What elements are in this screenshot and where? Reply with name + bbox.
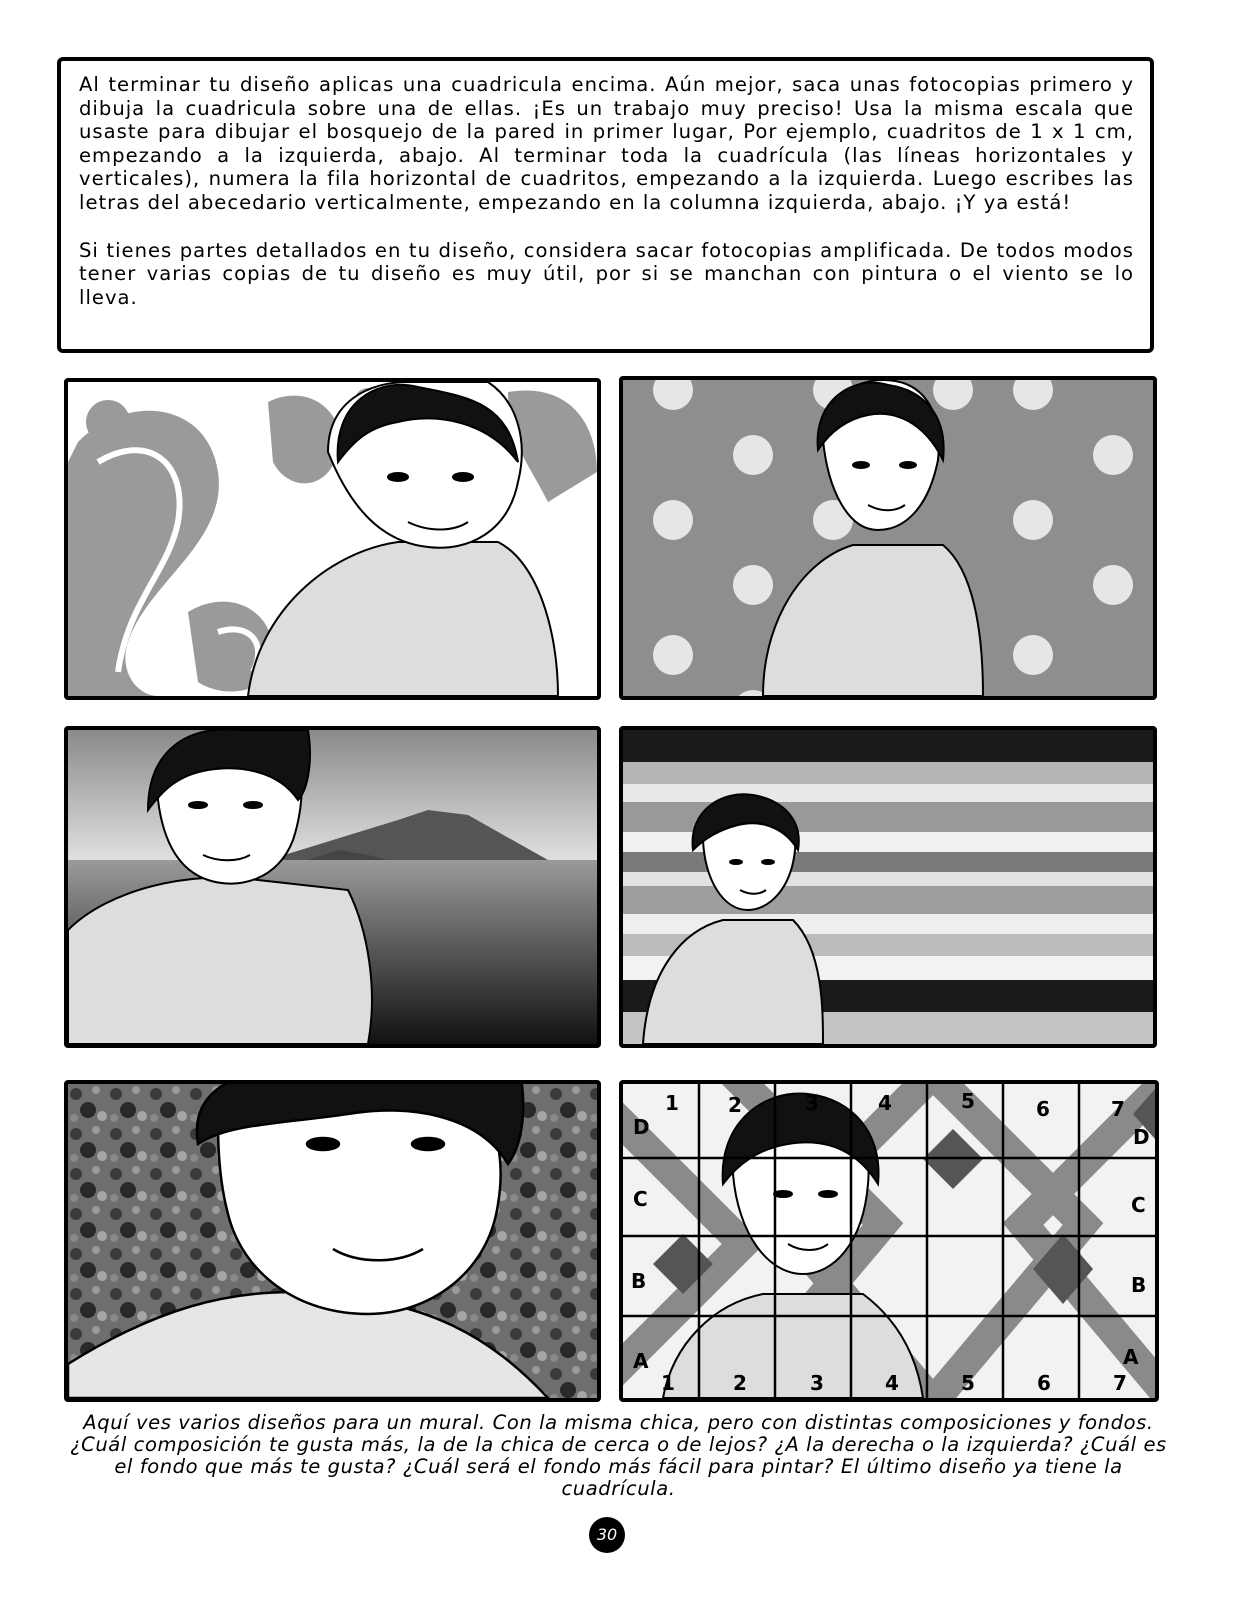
grid-row-label-left-B: B	[631, 1269, 647, 1293]
intro-paragraph-1: Al terminar tu diseño aplicas una cuadricula encima. Aún mejor, saca unas fotocopias primero y dibuja la cuadricula sobre una de ellas. ¡Es un trabajo muy preciso! Usa la misma escala que usaste para dibujar el bosquejo de la pared in primer lugar, Por ejemplo, cuadritos de 1 x 1 cm, empezando a la izquierda, abajo. Al terminar toda la cuadrícula (las líneas horizontales y verticales), numera la fila horizontal de cuadritos, empezando a la izquierda. Luego escribes las letras del abecedario verticalmente, empezando en la columna izquierda, abajo. ¡Y ya está!	[79, 73, 1134, 214]
grid-col-label-top-6: 6	[1036, 1097, 1050, 1121]
grid-row-label-right-C: C	[1131, 1193, 1146, 1217]
grid-col-label-bottom-4: 4	[885, 1371, 899, 1395]
grid-col-label-top-4: 4	[878, 1091, 892, 1115]
paisley-illustration	[68, 382, 597, 696]
grid-col-label-top-7: 7	[1111, 1097, 1125, 1121]
closeup-illustration	[68, 1084, 597, 1398]
mural-design-closeup	[64, 1080, 601, 1402]
grid-row-label-left-D: D	[633, 1115, 650, 1139]
mural-design-polka-dots	[619, 376, 1157, 700]
grid-row-label-right-A: A	[1123, 1345, 1139, 1369]
figure-caption: Aquí ves varios diseños para un mural. Con la misma chica, pero con distintas composiciones y fondos. ¿Cuál composición te gusta más, la de la chica de cerca o de lejos? ¿A la derecha o la izquierda? ¿Cuál es el fondo que más te gusta? ¿Cuál será el fondo más fácil para pintar? El último diseño ya tiene la cuadrícula.	[70, 1411, 1167, 1500]
grid-illustration	[623, 1084, 1155, 1398]
grid-col-label-bottom-1: 1	[661, 1371, 675, 1395]
intro-text-box	[57, 57, 1154, 353]
lake-volcano-illustration	[68, 730, 597, 1044]
polka-dot-illustration	[623, 380, 1153, 696]
intro-paragraph-2: Si tienes partes detallados en tu diseño, considera sacar fotocopias amplificada. De todos modos tener varias copias de tu diseño es muy útil, por si se manchan con pintura o el viento se lo lleva.	[79, 238, 1134, 309]
mural-design-stripes	[619, 726, 1157, 1048]
grid-col-label-bottom-6: 6	[1037, 1371, 1051, 1395]
grid-col-label-bottom-5: 5	[961, 1371, 975, 1395]
grid-row-label-left-C: C	[633, 1187, 648, 1211]
grid-col-label-top-5: 5	[961, 1089, 975, 1113]
grid-row-label-right-B: B	[1131, 1273, 1147, 1297]
grid-row-label-left-A: A	[633, 1349, 649, 1373]
grid-col-label-top-3: 3	[805, 1091, 819, 1115]
mural-design-with-grid	[619, 1080, 1159, 1402]
page-number: 30	[589, 1517, 625, 1553]
grid-col-label-top-2: 2	[728, 1093, 742, 1117]
grid-row-label-right-D: D	[1133, 1125, 1150, 1149]
mural-design-lake	[64, 726, 601, 1048]
mural-design-paisley	[64, 378, 601, 700]
stripes-illustration	[623, 730, 1153, 1044]
grid-col-label-bottom-7: 7	[1113, 1371, 1127, 1395]
grid-col-label-top-1: 1	[665, 1091, 679, 1115]
grid-col-label-bottom-2: 2	[733, 1371, 747, 1395]
grid-col-label-bottom-3: 3	[810, 1371, 824, 1395]
